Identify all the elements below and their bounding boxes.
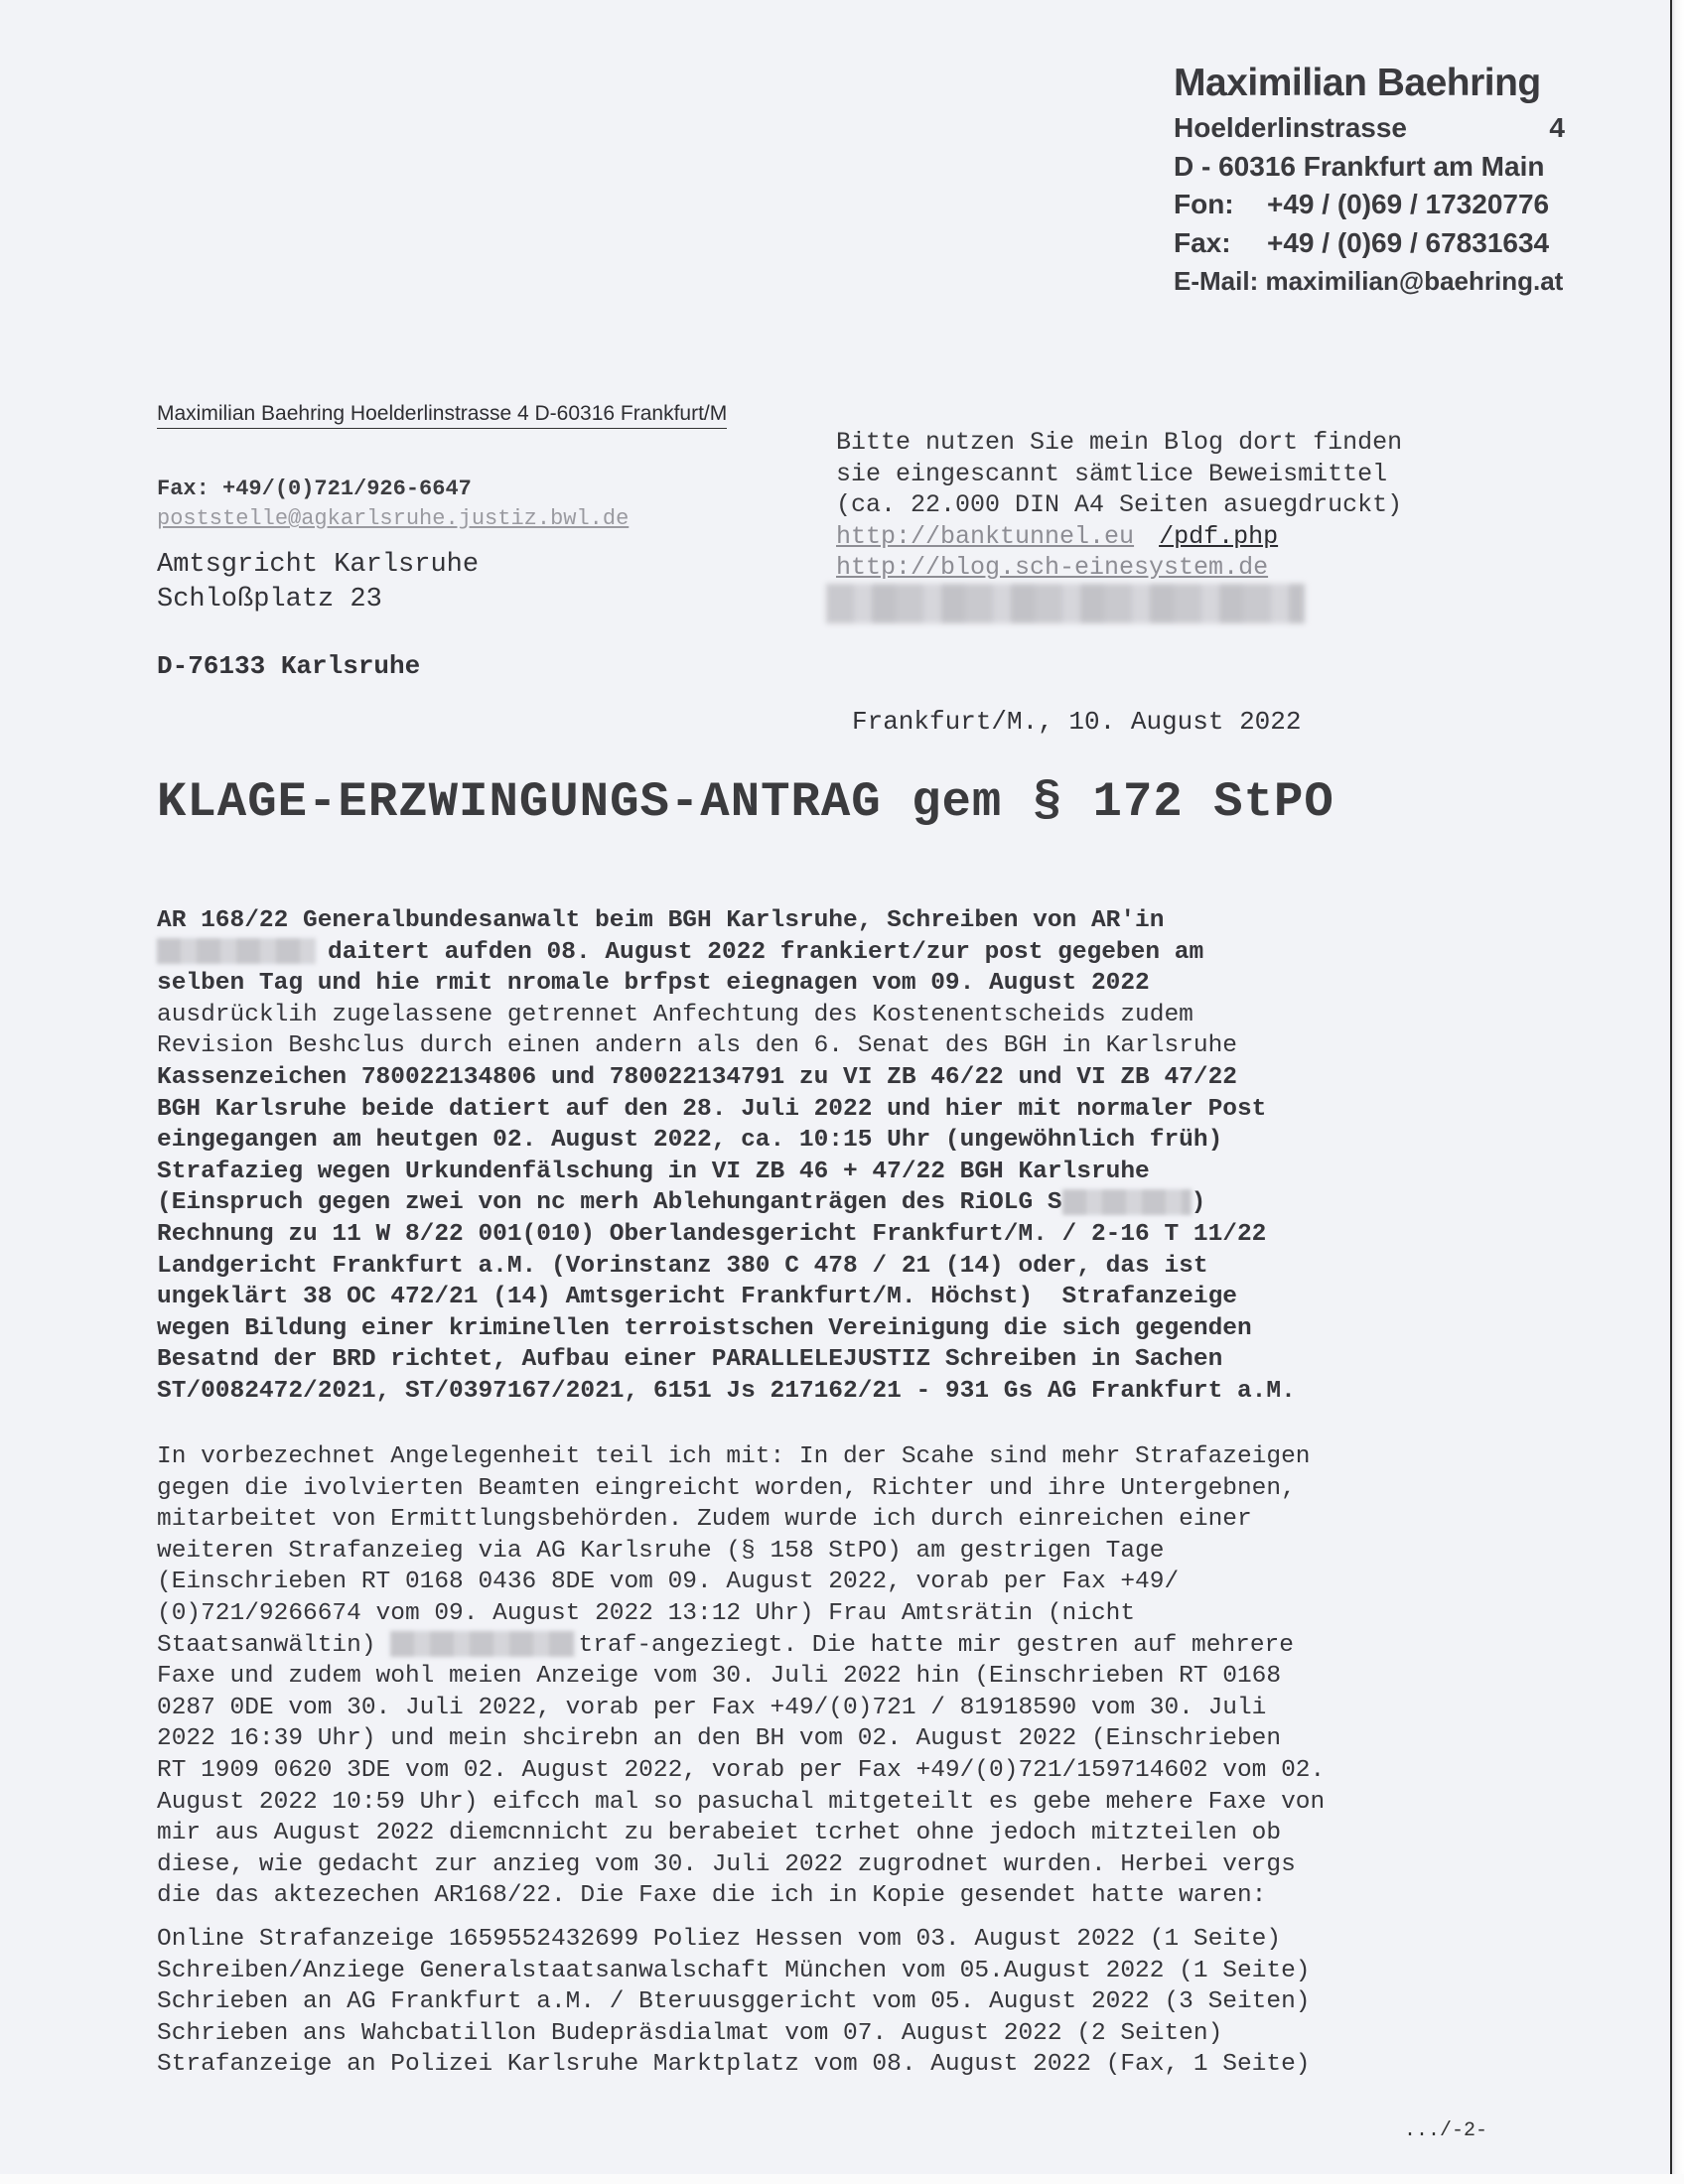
redacted-name [390,1631,575,1657]
return-address: Maximilian Baehring Hoelderlinstrasse 4 D-60316 Frankfurt/M [157,402,727,429]
subject-line: wegen Bildung einer kriminellen terroistschen Vereinigung die sich gegenden [157,1314,1252,1342]
subject-line: ST/0082472/2021, ST/0397167/2021, 6151 Js 217162/21 - 931 Gs AG Frankfurt a.M. [157,1377,1296,1405]
recipient-line: Schloßplatz 23 [157,585,382,614]
sender-phone: +49 / (0)69 / 17320776 [1267,189,1550,219]
redacted-name [1062,1189,1192,1215]
body-line: August 2022 10:59 Uhr) eifcch mal so pasuchal mitgeteilt es gebe mehere Faxe von [157,1788,1326,1816]
subject-line: Revision Beshclus durch einen andern als den 6. Senat des BGH in Karlsruhe [157,1032,1237,1060]
sender-phone-row [1174,186,1571,224]
body-line: die das aktezechen AR168/22. Die Faxe die ich in Kopie gesendet hatte waren: [157,1882,1267,1910]
redacted-name [157,938,316,964]
body-line: mir aus August 2022 diemcnnicht zu berabeiet tcrhet ohne jedoch mitzteilen ob [157,1820,1282,1847]
subject-line: AR 168/22 Generalbundesanwalt beim BGH Karlsruhe, Schreiben von AR'in [157,907,1165,934]
subject-line: selben Tag und hie rmit nromale brfpst eiegnagen vom 09. August 2022 [157,970,1150,998]
subject-line: Besatnd der BRD richtet, Aufbau einer PARALLELEJUSTIZ Schreiben in Sachen [157,1346,1223,1374]
body-line: RT 1909 0620 3DE vom 02. August 2022, vorab per Fax +49/(0)721/159714602 vom 02. [157,1756,1326,1784]
blog-link-pdf[interactable]: /pdf.php [1159,521,1279,551]
document-title: KLAGE-ERZWINGUNGS-ANTRAG gem § 172 StPO [157,774,1334,830]
blog-link-row [836,521,1402,553]
blog-note-line: sie eingescannt sämtlice Beweismittel [836,459,1388,488]
sender-house-number: 4 [1549,112,1565,143]
subject-line-text: daitert aufden 08. August 2022 frankiert/zur post gegeben am [328,938,1204,966]
body-line: Faxe und zudem wohl meien Anzeige vom 30. Juli 2022 hin (Einschrieben RT 0168 [157,1663,1282,1691]
page-footer: .../-2- [1404,2119,1488,2142]
body-line: (0)721/9266674 vom 09. August 2022 13:12 Uhr) Frau Amtsrätin (nicht [157,1599,1136,1627]
subject-line: Kassenzeichen 780022134806 und 780022134791 zu VI ZB 46/22 und VI ZB 47/22 [157,1063,1237,1091]
sender-name: Maximilian Baehring [1174,62,1541,104]
fax-list-item: Schrieben ans Wahcbatillon Budepräsdialmat vom 07. August 2022 (2 Seiten) [157,2019,1223,2047]
sender-fax: +49 / (0)69 / 67831634 [1267,226,1550,258]
sender-email: E-Mail: maximilian@baehring.at [1174,266,1564,296]
body-line: 2022 16:39 Uhr) und mein shcirebn an den BH vom 02. August 2022 (Einschrieben [157,1725,1282,1753]
blog-note-line: Bitte nutzen Sie mein Blog dort finden [836,428,1403,457]
page-edge [1670,0,1684,2184]
recipient-line: Amtsgricht Karlsruhe [157,550,480,580]
subject-line: ausdrücklih zugelassene getrennet Anfechtung des Kostenentscheids zudem [157,1001,1193,1028]
body-line: 0287 0DE vom 30. Juli 2022, vorab per Fax +49/(0)721 / 81918590 vom 30. Juli [157,1694,1267,1721]
blog-note-line: (ca. 22.000 DIN A4 Seiten asuegdruckt) [836,490,1403,519]
fax-list [157,1924,1492,2081]
fax-list-item: Strafanzeige an Polizei Karlsruhe Marktplatz vom 08. August 2022 (Fax, 1 Seite) [157,2051,1311,2079]
subject-line-text: ungeklärt 38 OC 472/21 (14) Amtsgericht Frankfurt/M. Höchst) [157,1284,1034,1311]
sender-phone-label: Fon: [1174,189,1234,219]
subject-line: Strafazieg wegen Urkundenfälschung in VI ZB 46 + 47/22 BGH Karlsruhe [157,1158,1150,1185]
fax-list-item: Schreiben/Anziege Generalstaatsanwalschaft München vom 05.August 2022 (1 Seite) [157,1957,1311,1984]
letter-date: Frankfurt/M., 10. August 2022 [852,707,1302,737]
blog-link-sch-einesystem[interactable]: http://blog.sch-einesystem.de [836,553,1269,582]
recipient-fax: Fax: +49/(0)721/926-6647 [157,477,472,501]
sender-fax-label: Fax: [1174,226,1231,258]
subject-line-text: (Einspruch gegen zwei von nc merh Ablehunganträgen des RiOLG S [157,1189,1062,1217]
blog-note [836,427,1402,584]
body-paragraph [157,1441,1492,1912]
subject-line-text: ) [1191,1189,1206,1217]
page-bottom-edge [0,2174,1684,2184]
subject-block [157,905,1492,1408]
body-line: In vorbezechnet Angelegenheit teil ich mit: In der Scahe sind mehr Strafazeigen [157,1443,1311,1470]
body-line: gegen die ivolvierten Beamten eingreicht worden, Richter und ihre Untergebnen, [157,1474,1296,1502]
subject-line: BGH Karlsruhe beide datiert auf den 28. Juli 2022 und hier mit normaler Post [157,1095,1267,1123]
recipient-address [157,548,479,617]
sender-street: Hoelderlinstrasse [1174,112,1407,143]
subject-line-text: Strafanzeige [1033,1284,1237,1311]
subject-line [157,1187,1492,1219]
body-line: (Einschrieben RT 0168 0436 8DE vom 09. August 2022, vorab per Fax +49/ [157,1569,1180,1596]
scan-border [1670,0,1672,2184]
subject-line: Rechnung zu 11 W 8/22 001(010) Oberlandesgericht Frankfurt/M. / 2-16 T 11/22 [157,1220,1267,1248]
subject-line [157,937,1492,969]
sender-city: D - 60316 Frankfurt am Main [1174,150,1545,182]
blog-link-banktunnel[interactable]: http://banktunnel.eu [836,521,1135,551]
body-line: mitarbeitet von Ermittlungsbehörden. Zudem wurde ich durch einreichen einer [157,1506,1252,1534]
subject-line: Landgericht Frankfurt a.M. (Vorinstanz 380 C 478 / 21 (14) oder, das ist [157,1252,1208,1280]
body-line-text: traf-angeziegt. Die hatte mir gestren auf mehrere [578,1631,1294,1659]
recipient-city: D-76133 Karlsruhe [157,651,421,681]
sender-street-row [1174,109,1565,148]
sender-fax-row [1174,224,1571,263]
body-line: weiteren Strafanzeieg via AG Karlsruhe (§ 158 StPO) am gestrigen Tage [157,1537,1165,1565]
fax-list-item: Online Strafanzeige 1659552432699 Poliez Hessen vom 03. August 2022 (1 Seite) [157,1926,1282,1953]
body-line [157,1630,1492,1662]
subject-line: eingegangen am heutgen 02. August 2022, ca. 10:15 Uhr (ungewöhnlich früh) [157,1127,1223,1155]
sender-letterhead [1174,58,1571,301]
recipient-email[interactable]: poststelle@agkarlsruhe.justiz.bwl.de [157,506,630,531]
body-line-text: Staatsanwältin) [157,1631,376,1659]
redacted-area [826,584,1305,623]
subject-line [157,1282,1492,1313]
fax-list-item: Schrieben an AG Frankfurt a.M. / Bteruusggericht vom 05. August 2022 (3 Seiten) [157,1988,1311,2016]
body-line: diese, wie gedacht zur anzieg vom 30. Juli 2022 zugrodnet wurden. Herbei vergs [157,1850,1296,1878]
